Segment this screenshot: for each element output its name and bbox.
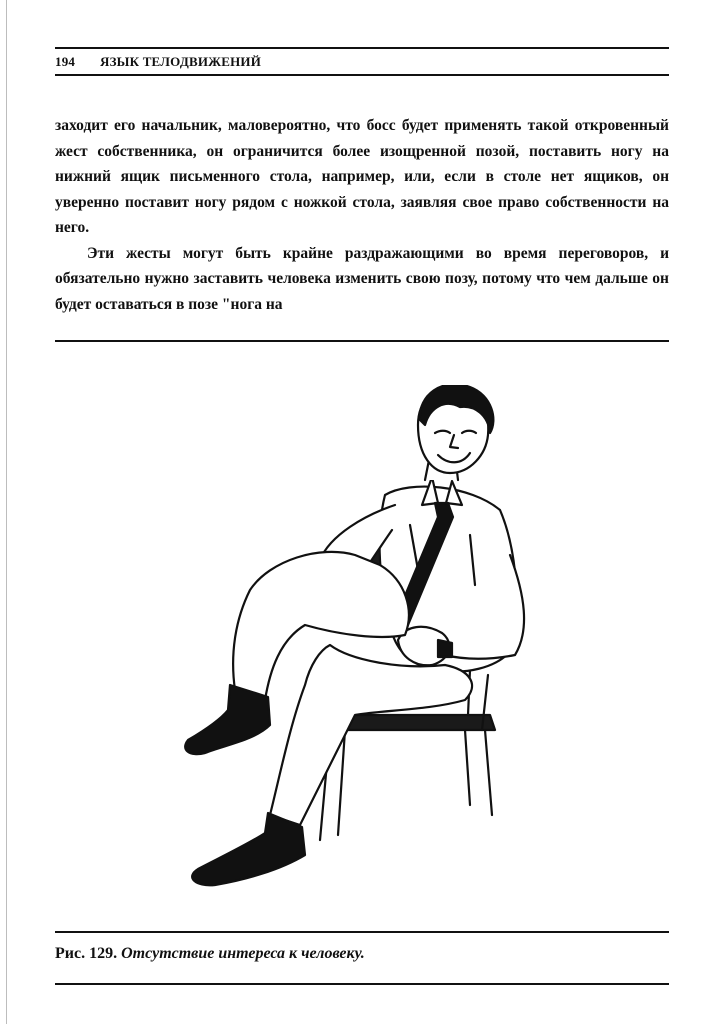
figure-top-rule [55,340,669,342]
figure-bottom-rule [55,931,669,933]
header-top-rule [55,47,669,49]
caption-bottom-rule [55,983,669,985]
body-text [55,113,669,317]
header-bottom-rule [55,74,669,76]
figure-caption [55,945,669,963]
caption-label: Рис. 129. [55,945,118,962]
paragraph-1: заходит его начальник, маловероятно, что босс будет применять такой откровенный жест собственника, он ограничится более изощренной позой, поставить ногу на нижний ящик письменного стола, например, или, если в столе нет ящиков, он уверенно поставит ногу рядом с ножкой стола, заявляя свое право собственности на него. [55,117,669,236]
paragraph-2: Эти жесты могут быть крайне раздражающими во время переговоров, и обязательно нужно заставить человека изменить свою позу, потому что чем дальше он будет оставаться в позе "нога на [55,244,669,313]
page-number: 194 [55,54,76,69]
caption-text: Отсутствие интереса к человеку. [121,945,365,962]
head [418,385,493,480]
running-header [55,54,669,70]
page-edge-line [6,0,7,1024]
illustration-seated-man [170,385,570,905]
running-title: ЯЗЫК ТЕЛОДВИЖЕНИЙ [100,54,261,69]
